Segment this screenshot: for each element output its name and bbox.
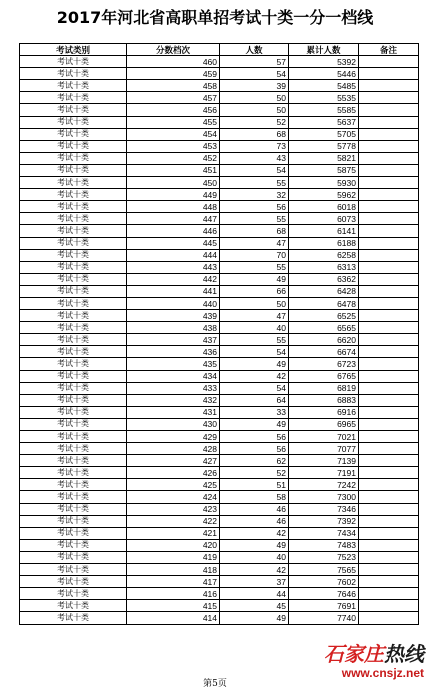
cell-remarks [359,177,419,189]
table-row [20,213,419,225]
cell-count: 66 [220,285,289,297]
cell-score: 435 [127,358,220,370]
cell-cumulative: 5392 [289,56,359,68]
table-row [20,588,419,600]
cell-score: 415 [127,600,220,612]
watermark-logo [284,642,424,666]
cell-score: 430 [127,418,220,430]
cell-category: 考试十类 [20,164,127,176]
cell-cumulative: 5778 [289,140,359,152]
cell-cumulative: 6313 [289,261,359,273]
table-row [20,394,419,406]
cell-category: 考试十类 [20,370,127,382]
table-row [20,600,419,612]
cell-cumulative: 5705 [289,128,359,140]
cell-score: 418 [127,564,220,576]
cell-score: 451 [127,164,220,176]
cell-count: 49 [220,273,289,285]
cell-count: 56 [220,201,289,213]
cell-category: 考试十类 [20,406,127,418]
cell-remarks [359,612,419,624]
table-row [20,382,419,394]
cell-score: 443 [127,261,220,273]
cell-score: 442 [127,273,220,285]
cell-count: 40 [220,322,289,334]
cell-score: 440 [127,297,220,309]
cell-remarks [359,588,419,600]
cell-cumulative: 6362 [289,273,359,285]
cell-count: 56 [220,443,289,455]
cell-count: 45 [220,600,289,612]
cell-remarks [359,310,419,322]
cell-category: 考试十类 [20,588,127,600]
cell-count: 37 [220,576,289,588]
cell-score: 453 [127,140,220,152]
cell-score: 458 [127,80,220,92]
table-row [20,140,419,152]
cell-score: 414 [127,612,220,624]
table-row [20,80,419,92]
cell-count: 42 [220,370,289,382]
cell-category: 考试十类 [20,551,127,563]
cell-category: 考试十类 [20,600,127,612]
cell-cumulative: 7483 [289,539,359,551]
cell-category: 考试十类 [20,455,127,467]
cell-cumulative: 7565 [289,564,359,576]
cell-cumulative: 7191 [289,467,359,479]
cell-score: 421 [127,527,220,539]
cell-cumulative: 7021 [289,431,359,443]
cell-score: 456 [127,104,220,116]
cell-remarks [359,164,419,176]
cell-count: 49 [220,358,289,370]
cell-category: 考试十类 [20,237,127,249]
cell-category: 考试十类 [20,515,127,527]
table-row [20,527,419,539]
cell-remarks [359,334,419,346]
cell-remarks [359,467,419,479]
cell-score: 457 [127,92,220,104]
cell-count: 50 [220,104,289,116]
cell-category: 考试十类 [20,116,127,128]
cell-cumulative: 6428 [289,285,359,297]
cell-score: 423 [127,503,220,515]
cell-cumulative: 5930 [289,177,359,189]
cell-cumulative: 5962 [289,189,359,201]
cell-count: 68 [220,225,289,237]
cell-count: 57 [220,56,289,68]
cell-count: 70 [220,249,289,261]
page-title: 2017年河北省高职单招考试十类一分一档线 [56,8,374,27]
table-row [20,68,419,80]
cell-score: 444 [127,249,220,261]
table-row [20,370,419,382]
cell-score: 450 [127,177,220,189]
cell-category: 考试十类 [20,310,127,322]
cell-score: 427 [127,455,220,467]
cell-score: 416 [127,588,220,600]
cell-remarks [359,394,419,406]
cell-score: 455 [127,116,220,128]
table-row [20,285,419,297]
header-cumulative: 累计人数 [289,44,359,56]
cell-remarks [359,346,419,358]
cell-score: 434 [127,370,220,382]
cell-category: 考试十类 [20,68,127,80]
cell-cumulative: 6965 [289,418,359,430]
cell-count: 43 [220,152,289,164]
cell-count: 64 [220,394,289,406]
cell-remarks [359,515,419,527]
cell-remarks [359,503,419,515]
cell-count: 52 [220,467,289,479]
table-row [20,467,419,479]
cell-remarks [359,370,419,382]
cell-category: 考试十类 [20,612,127,624]
cell-count: 32 [220,189,289,201]
cell-cumulative: 7740 [289,612,359,624]
cell-cumulative: 5535 [289,92,359,104]
cell-cumulative: 7646 [289,588,359,600]
cell-score: 448 [127,201,220,213]
cell-remarks [359,600,419,612]
cell-remarks [359,80,419,92]
cell-cumulative: 7077 [289,443,359,455]
cell-score: 437 [127,334,220,346]
cell-remarks [359,68,419,80]
table-header-row [20,44,419,56]
cell-cumulative: 6620 [289,334,359,346]
cell-remarks [359,261,419,273]
table-row [20,116,419,128]
cell-cumulative: 6674 [289,346,359,358]
cell-cumulative: 6883 [289,394,359,406]
cell-score: 445 [127,237,220,249]
cell-count: 49 [220,539,289,551]
table-row [20,515,419,527]
cell-remarks [359,382,419,394]
cell-cumulative: 6141 [289,225,359,237]
cell-score: 417 [127,576,220,588]
cell-count: 55 [220,261,289,273]
cell-category: 考试十类 [20,261,127,273]
table-row [20,479,419,491]
cell-cumulative: 6525 [289,310,359,322]
cell-remarks [359,225,419,237]
cell-remarks [359,418,419,430]
cell-category: 考试十类 [20,346,127,358]
table-row [20,443,419,455]
table-row [20,503,419,515]
cell-cumulative: 7346 [289,503,359,515]
cell-remarks [359,443,419,455]
cell-count: 55 [220,177,289,189]
cell-score: 424 [127,491,220,503]
cell-cumulative: 7242 [289,479,359,491]
table-row [20,322,419,334]
cell-score: 447 [127,213,220,225]
cell-cumulative: 5485 [289,80,359,92]
cell-remarks [359,297,419,309]
cell-cumulative: 7523 [289,551,359,563]
cell-count: 49 [220,418,289,430]
cell-count: 46 [220,503,289,515]
cell-category: 考试十类 [20,189,127,201]
cell-category: 考试十类 [20,358,127,370]
cell-count: 58 [220,491,289,503]
cell-cumulative: 6073 [289,213,359,225]
table-row [20,201,419,213]
cell-category: 考试十类 [20,418,127,430]
cell-score: 420 [127,539,220,551]
cell-score: 426 [127,467,220,479]
cell-remarks [359,527,419,539]
cell-cumulative: 7602 [289,576,359,588]
cell-category: 考试十类 [20,213,127,225]
header-category: 考试类别 [20,44,127,56]
cell-score: 433 [127,382,220,394]
cell-score: 428 [127,443,220,455]
cell-score: 454 [127,128,220,140]
cell-remarks [359,56,419,68]
table-row [20,334,419,346]
cell-score: 441 [127,285,220,297]
cell-remarks [359,551,419,563]
cell-remarks [359,116,419,128]
cell-cumulative: 6765 [289,370,359,382]
cell-cumulative: 6478 [289,297,359,309]
table-row [20,491,419,503]
cell-category: 考试十类 [20,334,127,346]
cell-count: 49 [220,612,289,624]
cell-category: 考试十类 [20,576,127,588]
watermark-logo-part2: 热线 [384,642,424,666]
cell-score: 439 [127,310,220,322]
header-score: 分数档次 [127,44,220,56]
table-body [20,56,419,624]
site-watermark [284,642,424,686]
table-row [20,56,419,68]
cell-count: 50 [220,297,289,309]
cell-category: 考试十类 [20,201,127,213]
cell-remarks [359,576,419,588]
cell-score: 436 [127,346,220,358]
cell-category: 考试十类 [20,431,127,443]
cell-category: 考试十类 [20,382,127,394]
table-row [20,576,419,588]
cell-cumulative: 5585 [289,104,359,116]
cell-count: 52 [220,116,289,128]
cell-score: 446 [127,225,220,237]
cell-cumulative: 6258 [289,249,359,261]
cell-remarks [359,406,419,418]
cell-cumulative: 7139 [289,455,359,467]
table-row [20,152,419,164]
cell-category: 考试十类 [20,322,127,334]
table-row [20,358,419,370]
cell-cumulative: 5637 [289,116,359,128]
cell-cumulative: 5446 [289,68,359,80]
cell-cumulative: 5821 [289,152,359,164]
cell-cumulative: 7691 [289,600,359,612]
cell-remarks [359,128,419,140]
cell-count: 68 [220,128,289,140]
cell-remarks [359,539,419,551]
header-remarks: 备注 [359,44,419,56]
cell-remarks [359,479,419,491]
cell-category: 考试十类 [20,564,127,576]
cell-category: 考试十类 [20,273,127,285]
cell-remarks [359,358,419,370]
cell-count: 40 [220,551,289,563]
header-count: 人数 [220,44,289,56]
cell-cumulative: 7300 [289,491,359,503]
cell-count: 55 [220,213,289,225]
cell-count: 42 [220,527,289,539]
cell-cumulative: 7392 [289,515,359,527]
table-row [20,177,419,189]
cell-remarks [359,237,419,249]
table-row [20,431,419,443]
cell-remarks [359,285,419,297]
cell-count: 33 [220,406,289,418]
table-row [20,92,419,104]
cell-score: 419 [127,551,220,563]
cell-count: 62 [220,455,289,467]
cell-category: 考试十类 [20,394,127,406]
cell-score: 438 [127,322,220,334]
cell-score: 459 [127,68,220,80]
cell-cumulative: 6819 [289,382,359,394]
cell-cumulative: 6565 [289,322,359,334]
cell-category: 考试十类 [20,503,127,515]
score-table [19,43,419,625]
cell-count: 54 [220,382,289,394]
cell-remarks [359,152,419,164]
cell-remarks [359,491,419,503]
table-row [20,455,419,467]
cell-count: 50 [220,92,289,104]
cell-category: 考试十类 [20,128,127,140]
watermark-logo-part1: 石家庄 [324,642,384,666]
cell-category: 考试十类 [20,527,127,539]
cell-count: 54 [220,346,289,358]
cell-category: 考试十类 [20,539,127,551]
table-row [20,273,419,285]
table-row [20,539,419,551]
table-row [20,612,419,624]
cell-remarks [359,201,419,213]
table-row [20,104,419,116]
cell-count: 54 [220,68,289,80]
cell-score: 422 [127,515,220,527]
cell-category: 考试十类 [20,479,127,491]
cell-count: 73 [220,140,289,152]
cell-cumulative: 6018 [289,201,359,213]
cell-count: 56 [220,431,289,443]
cell-cumulative: 6916 [289,406,359,418]
cell-cumulative: 6188 [289,237,359,249]
table-row [20,189,419,201]
cell-score: 449 [127,189,220,201]
cell-count: 54 [220,164,289,176]
cell-remarks [359,213,419,225]
cell-remarks [359,249,419,261]
watermark-url: www.cnsjz.net [341,666,424,680]
table-row [20,310,419,322]
cell-count: 39 [220,80,289,92]
cell-remarks [359,322,419,334]
table-row [20,564,419,576]
cell-category: 考试十类 [20,225,127,237]
cell-count: 47 [220,237,289,249]
cell-count: 46 [220,515,289,527]
cell-remarks [359,455,419,467]
cell-count: 51 [220,479,289,491]
cell-category: 考试十类 [20,80,127,92]
cell-count: 44 [220,588,289,600]
cell-cumulative: 6723 [289,358,359,370]
cell-score: 431 [127,406,220,418]
cell-remarks [359,92,419,104]
cell-cumulative: 7434 [289,527,359,539]
cell-score: 429 [127,431,220,443]
cell-category: 考试十类 [20,177,127,189]
table-row [20,225,419,237]
table-row [20,261,419,273]
table-row [20,164,419,176]
cell-category: 考试十类 [20,491,127,503]
cell-count: 47 [220,310,289,322]
cell-category: 考试十类 [20,467,127,479]
cell-remarks [359,104,419,116]
cell-remarks [359,431,419,443]
table-row [20,551,419,563]
cell-category: 考试十类 [20,249,127,261]
table-row [20,249,419,261]
cell-score: 460 [127,56,220,68]
cell-category: 考试十类 [20,140,127,152]
cell-category: 考试十类 [20,92,127,104]
table-row [20,297,419,309]
cell-category: 考试十类 [20,152,127,164]
cell-category: 考试十类 [20,104,127,116]
cell-remarks [359,564,419,576]
cell-score: 452 [127,152,220,164]
cell-score: 425 [127,479,220,491]
page-number: 第5页 [203,679,227,689]
cell-remarks [359,189,419,201]
cell-category: 考试十类 [20,443,127,455]
cell-score: 432 [127,394,220,406]
cell-remarks [359,273,419,285]
table-row [20,128,419,140]
table-row [20,418,419,430]
table-row [20,406,419,418]
table-row [20,346,419,358]
cell-category: 考试十类 [20,56,127,68]
cell-count: 42 [220,564,289,576]
cell-category: 考试十类 [20,285,127,297]
cell-remarks [359,140,419,152]
table-row [20,237,419,249]
cell-count: 55 [220,334,289,346]
cell-cumulative: 5875 [289,164,359,176]
cell-category: 考试十类 [20,297,127,309]
